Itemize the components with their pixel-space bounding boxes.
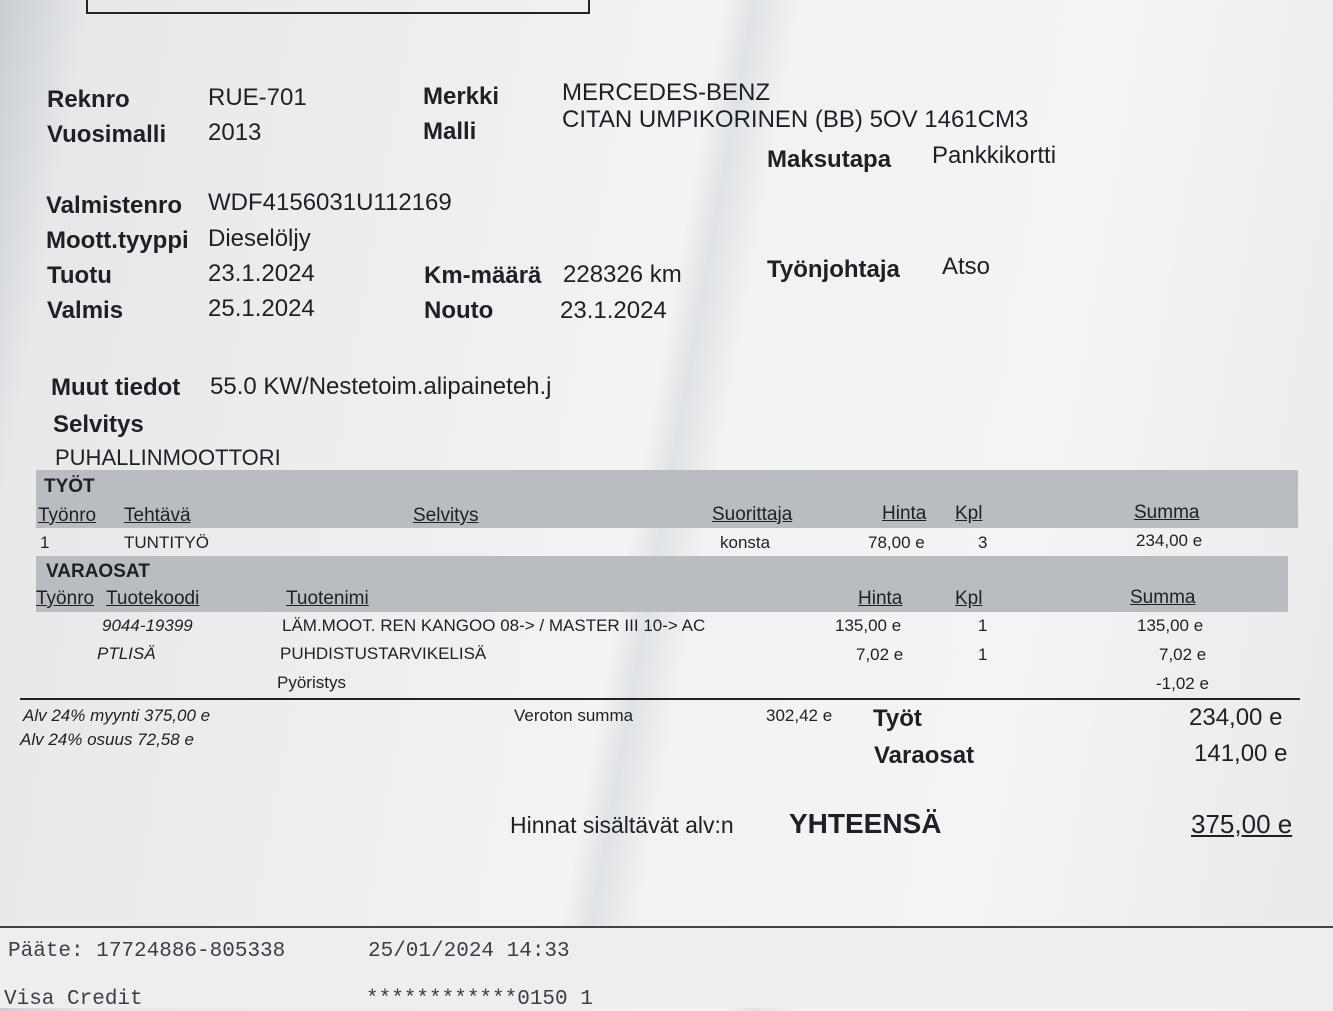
varaosat-row2-summa: 7,02 e <box>1159 645 1207 664</box>
varaosat-row2-nimi: PUHDISTUSTARVIKELISÄ <box>280 644 487 663</box>
valmistenro-label: Valmistenro <box>46 192 183 219</box>
varaosat-row1-kpl: 1 <box>978 616 988 635</box>
vuosimalli-value: 2013 <box>208 119 262 146</box>
tyot-col-tyonro: Työnro <box>38 505 97 526</box>
hinnat-label: Hinnat sisältävät alv:n <box>510 812 734 838</box>
tyonjohtaja-value: Atso <box>942 253 991 280</box>
varaosat-col-tuotenimi: Tuotenimi <box>286 588 369 609</box>
tuotu-label: Tuotu <box>47 262 112 289</box>
alv-osuus: Alv 24% osuus 72,58 e <box>20 730 194 749</box>
reknro-value: RUE-701 <box>208 84 307 111</box>
tyot-total-value: 234,00 e <box>1189 704 1283 731</box>
vuosimalli-label: Vuosimalli <box>47 121 167 148</box>
tyot-col-tehtava: Tehtävä <box>124 505 191 526</box>
reknro-label: Reknro <box>47 86 130 113</box>
totals-divider <box>20 698 1300 700</box>
malli-value: CITAN UMPIKORINEN (BB) 5OV 1461CM3 <box>562 106 1029 133</box>
tyot-col-hinta: Hinta <box>882 503 927 524</box>
veroton-value: 302,42 e <box>766 706 833 725</box>
muut-value: 55.0 KW/Nestetoim.alipaineteh.j <box>210 373 552 400</box>
tyot-col-summa: Summa <box>1134 502 1200 523</box>
varaosat-col-hinta: Hinta <box>858 588 903 609</box>
varaosat-row1-koodi: 9044-19399 <box>102 616 193 635</box>
tyot-row-suorittaja: konsta <box>720 533 771 552</box>
varaosat-row3-nimi: Pyöristys <box>277 673 346 692</box>
tyonjohtaja-label: Työnjohtaja <box>767 256 900 283</box>
tyot-title: TYÖT <box>44 476 95 497</box>
selvitys-value: PUHALLINMOOTTORI <box>55 445 281 470</box>
varaosat-col-tuotekoodi: Tuotekoodi <box>106 588 200 609</box>
selvitys-label: Selvitys <box>53 411 144 438</box>
tyot-row-kpl: 3 <box>978 533 988 552</box>
yhteensa-label: YHTEENSÄ <box>789 808 942 839</box>
maksutapa-label: Maksutapa <box>767 146 892 173</box>
varaosat-row1-hinta: 135,00 e <box>835 616 902 635</box>
varaosat-col-tyonro: Työnro <box>36 588 95 609</box>
tyot-col-kpl: Kpl <box>955 503 983 524</box>
receipt-paate: Pääte: 17724886-805338 <box>8 940 286 963</box>
tyot-row-hinta: 78,00 e <box>868 533 925 552</box>
tyot-col-suorittaja: Suorittaja <box>712 504 793 525</box>
card-receipt <box>0 926 1333 1011</box>
yhteensa-value: 375,00 e <box>1191 809 1293 839</box>
valmis-label: Valmis <box>47 297 124 324</box>
tyot-col-selvitys: Selvitys <box>413 505 479 526</box>
merkki-label: Merkki <box>423 83 500 110</box>
veroton-label: Veroton summa <box>514 706 634 725</box>
receipt-card-number: ************0150 1 <box>366 988 593 1011</box>
tuotu-value: 23.1.2024 <box>208 260 315 287</box>
varaosat-row3-summa: -1,02 e <box>1156 674 1209 693</box>
top-box-border <box>86 0 590 14</box>
valmis-value: 25.1.2024 <box>208 295 315 322</box>
varaosat-row1-nimi: LÄM.MOOT. REN KANGOO 08-> / MASTER III 10-> AC <box>282 616 706 635</box>
tyot-row-tyonro: 1 <box>40 533 50 552</box>
varaosat-col-kpl: Kpl <box>955 588 983 609</box>
varaosat-total-label: Varaosat <box>874 742 975 769</box>
alv-myynti: Alv 24% myynti 375,00 e <box>23 706 211 725</box>
nouto-value: 23.1.2024 <box>560 297 667 324</box>
malli-label: Malli <box>423 118 477 145</box>
receipt-datetime: 25/01/2024 14:33 <box>368 940 570 963</box>
maksutapa-value: Pankkikortti <box>932 142 1057 169</box>
varaosat-row2-kpl: 1 <box>978 645 988 664</box>
varaosat-row1-summa: 135,00 e <box>1137 616 1204 635</box>
valmistenro-value: WDF4156031U112169 <box>208 189 452 216</box>
varaosat-row2-koodi: PTLISÄ <box>97 644 156 663</box>
nouto-label: Nouto <box>424 297 494 324</box>
km-label: Km-määrä <box>424 262 542 289</box>
varaosat-header-band <box>36 556 1288 612</box>
tyot-header-band <box>36 470 1298 528</box>
tyot-row-summa: 234,00 e <box>1136 531 1203 550</box>
moott-value: Dieselöljy <box>208 225 311 252</box>
receipt-card-type: Visa Credit <box>4 988 143 1011</box>
moott-label: Moott.tyyppi <box>46 227 189 254</box>
merkki-value: MERCEDES-BENZ <box>562 79 771 106</box>
muut-label: Muut tiedot <box>51 374 181 401</box>
varaosat-title: VARAOSAT <box>46 561 150 582</box>
tyot-row-tehtava: TUNTITYÖ <box>124 533 209 552</box>
varaosat-col-summa: Summa <box>1130 587 1196 608</box>
tyot-total-label: Työt <box>873 705 922 732</box>
varaosat-total-value: 141,00 e <box>1194 740 1288 767</box>
km-value: 228326 km <box>563 261 682 288</box>
varaosat-row2-hinta: 7,02 e <box>856 645 904 664</box>
